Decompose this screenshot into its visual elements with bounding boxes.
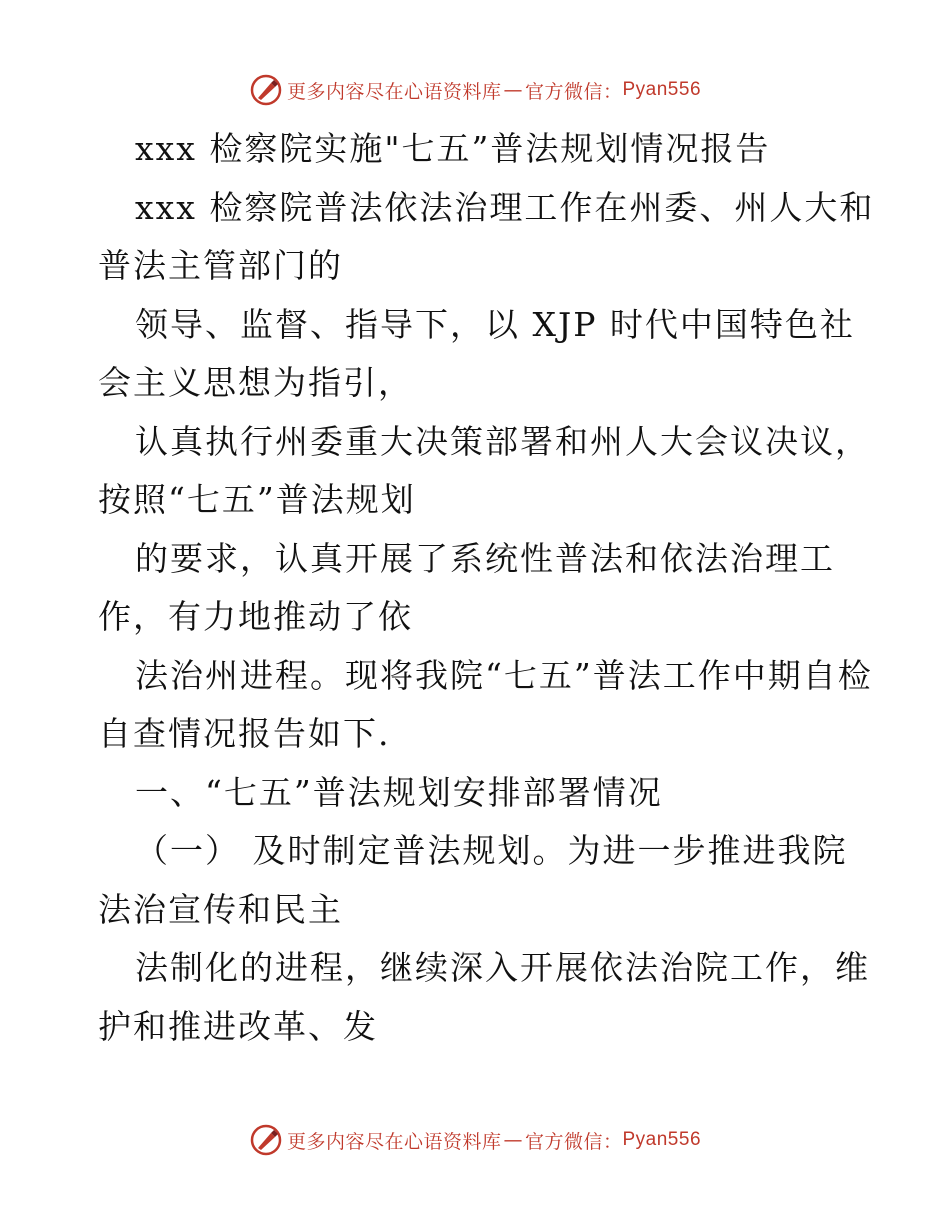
- pen-nib-icon: [249, 73, 283, 107]
- banner-dash: —: [503, 1129, 523, 1151]
- paragraph: 的要求，认真开展了系统性普法和依法治理工作，有力地推动了依: [98, 538, 835, 636]
- document-title: xxx 检察院实施"七五”普法规划情况报告: [135, 129, 771, 168]
- paragraph: 法治州进程。现将我院“七五”普法工作中期自检自查情况报告如下.: [98, 655, 873, 753]
- pen-nib-icon: [249, 1123, 283, 1157]
- paragraph: 领导、监督、指导下，以 XJP 时代中国特色社会主义思想为指引，: [98, 304, 855, 402]
- paragraph: xxx 检察院普法依法治理工作在州委、州人大和普法主管部门的: [98, 187, 875, 285]
- header-banner: [0, 72, 950, 108]
- banner-wechat-id: Pyan556: [622, 79, 702, 100]
- banner-wechat-label: 官方微信：: [524, 80, 623, 103]
- paragraph: 法制化的进程，继续深入开展依法治院工作，维护和推进改革、发: [98, 948, 870, 1046]
- banner-brand-text: 更多内容尽在心语资料库: [286, 1130, 502, 1153]
- banner-wechat-label: 官方微信：: [524, 1130, 623, 1153]
- paragraph: （一） 及时制定普法规划。为进一步推进我院法治宣传和民主: [98, 831, 848, 929]
- footer-banner: [0, 1122, 950, 1158]
- banner-brand-text: 更多内容尽在心语资料库: [286, 80, 502, 103]
- section-heading: 一、“七五”普法规划安排部署情况: [135, 772, 663, 812]
- banner-dash: —: [503, 79, 523, 101]
- banner-wechat-id: Pyan556: [622, 1129, 702, 1150]
- paragraph: 认真执行州委重大决策部署和州人大会议决议，按照“七五”普法规划: [98, 421, 870, 519]
- document-body: [98, 120, 878, 1056]
